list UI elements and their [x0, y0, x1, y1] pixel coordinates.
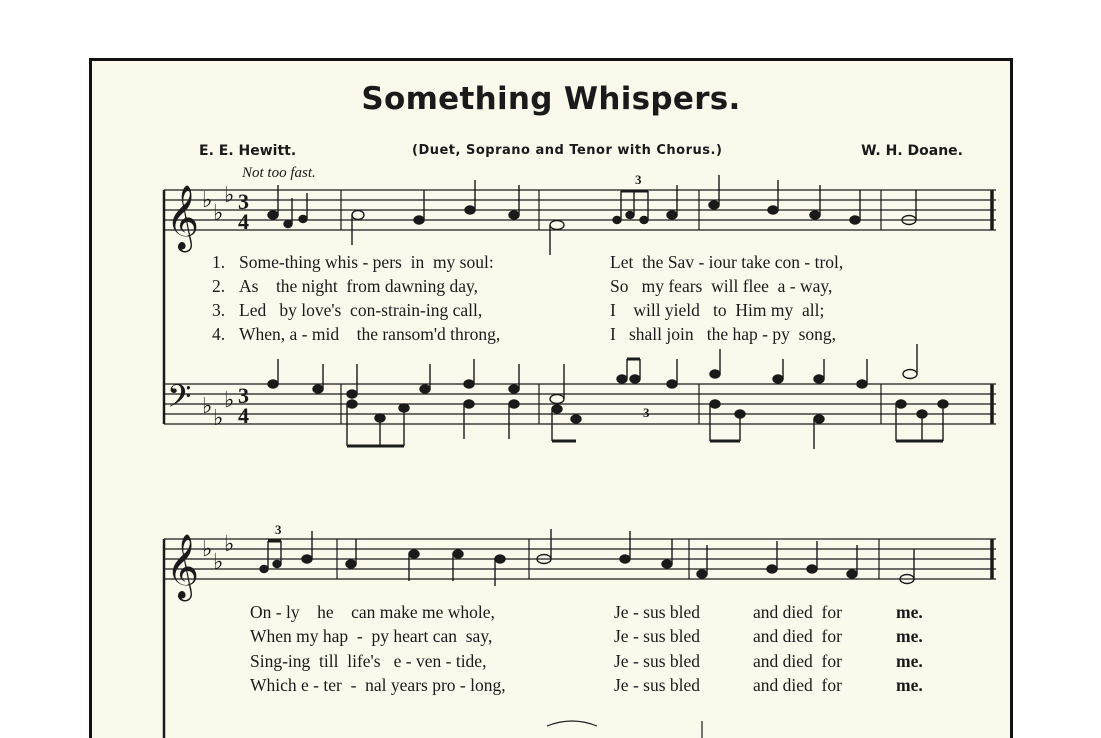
verse-4-jesus-bled: Je - sus bled	[614, 675, 701, 695]
flat-icon: ♭	[224, 183, 235, 208]
verse-4-and-died-for: and died for	[753, 675, 842, 695]
flat-icon: ♭	[224, 532, 235, 557]
verse-1-jesus-bled: Je - sus bled	[614, 602, 701, 622]
flat-icon: ♭	[213, 550, 224, 575]
tempo-marking: Not too fast.	[242, 165, 316, 181]
verse-1-me: me.	[896, 602, 923, 622]
verse-3-jesus-bled: Je - sus bled	[614, 651, 701, 671]
svg-text:3: 3	[238, 383, 249, 408]
verse-2-and-died-for: and died for	[753, 626, 842, 646]
flat-icon: ♭	[224, 388, 235, 413]
verse-1-line-b: Let the Sav - iour take con - trol,	[610, 252, 844, 272]
treble-clef-icon: 𝄞	[166, 185, 200, 250]
verse-2-line-b: So my fears will flee a - way,	[610, 276, 833, 296]
flat-icon: ♭	[202, 188, 213, 213]
hymn-title: Something Whispers.	[361, 81, 741, 117]
verse-2-number: 2.	[212, 276, 226, 296]
bass-clef-icon: 𝄢	[167, 378, 192, 422]
svg-text:3: 3	[635, 172, 642, 187]
verse-4-me: me.	[896, 675, 923, 695]
verse-4-line-b: I shall join the hap - py song,	[610, 324, 837, 344]
verse-3-line-a: Led by love's con-strain-ing call,	[239, 300, 483, 320]
svg-text:4: 4	[238, 403, 249, 428]
verse-1-and-died-for: and died for	[753, 602, 842, 622]
verse-1-line-a: Some-thing whis - pers in my soul:	[239, 252, 494, 272]
verse-3-line-c: Sing-ing till life's e - ven - tide,	[250, 651, 487, 671]
verse-4-line-a: When, a - mid the ransom'd throng,	[239, 324, 501, 344]
verse-4-line-c: Which e - ter - nal years pro - long,	[250, 675, 506, 695]
verse-2-me: me.	[896, 626, 923, 646]
verse-3-line-b: I will yield to Him my all;	[610, 300, 825, 320]
verse-3-and-died-for: and died for	[753, 651, 842, 671]
composer-credit: W. H. Doane.	[861, 143, 963, 159]
flat-icon: ♭	[202, 537, 213, 562]
svg-text:3: 3	[238, 189, 249, 214]
svg-text:3: 3	[643, 405, 650, 420]
verse-3-number: 3.	[212, 300, 226, 320]
treble-staff-2	[164, 539, 996, 579]
verse-1-line-c: On - ly he can make me whole,	[250, 602, 495, 622]
verse-4-number: 4.	[212, 324, 226, 344]
arrangement-note: (Duet, Soprano and Tenor with Chorus.)	[412, 143, 723, 158]
svg-text:4: 4	[238, 209, 249, 234]
sheet-music-page	[89, 58, 1013, 738]
svg-text:3: 3	[275, 522, 282, 537]
lyricist-credit: E. E. Hewitt.	[199, 143, 297, 159]
treble-clef-icon: 𝄞	[166, 534, 200, 599]
flat-icon: ♭	[213, 406, 224, 431]
verse-2-jesus-bled: Je - sus bled	[614, 626, 701, 646]
verse-2-line-a: As the night from dawning day,	[239, 276, 478, 296]
flat-icon: ♭	[213, 201, 224, 226]
verse-2-line-c: When my hap - py heart can say,	[250, 626, 493, 646]
verse-1-number: 1.	[212, 252, 226, 272]
music-notation	[92, 61, 1013, 738]
flat-icon: ♭	[202, 394, 213, 419]
verse-3-me: me.	[896, 651, 923, 671]
